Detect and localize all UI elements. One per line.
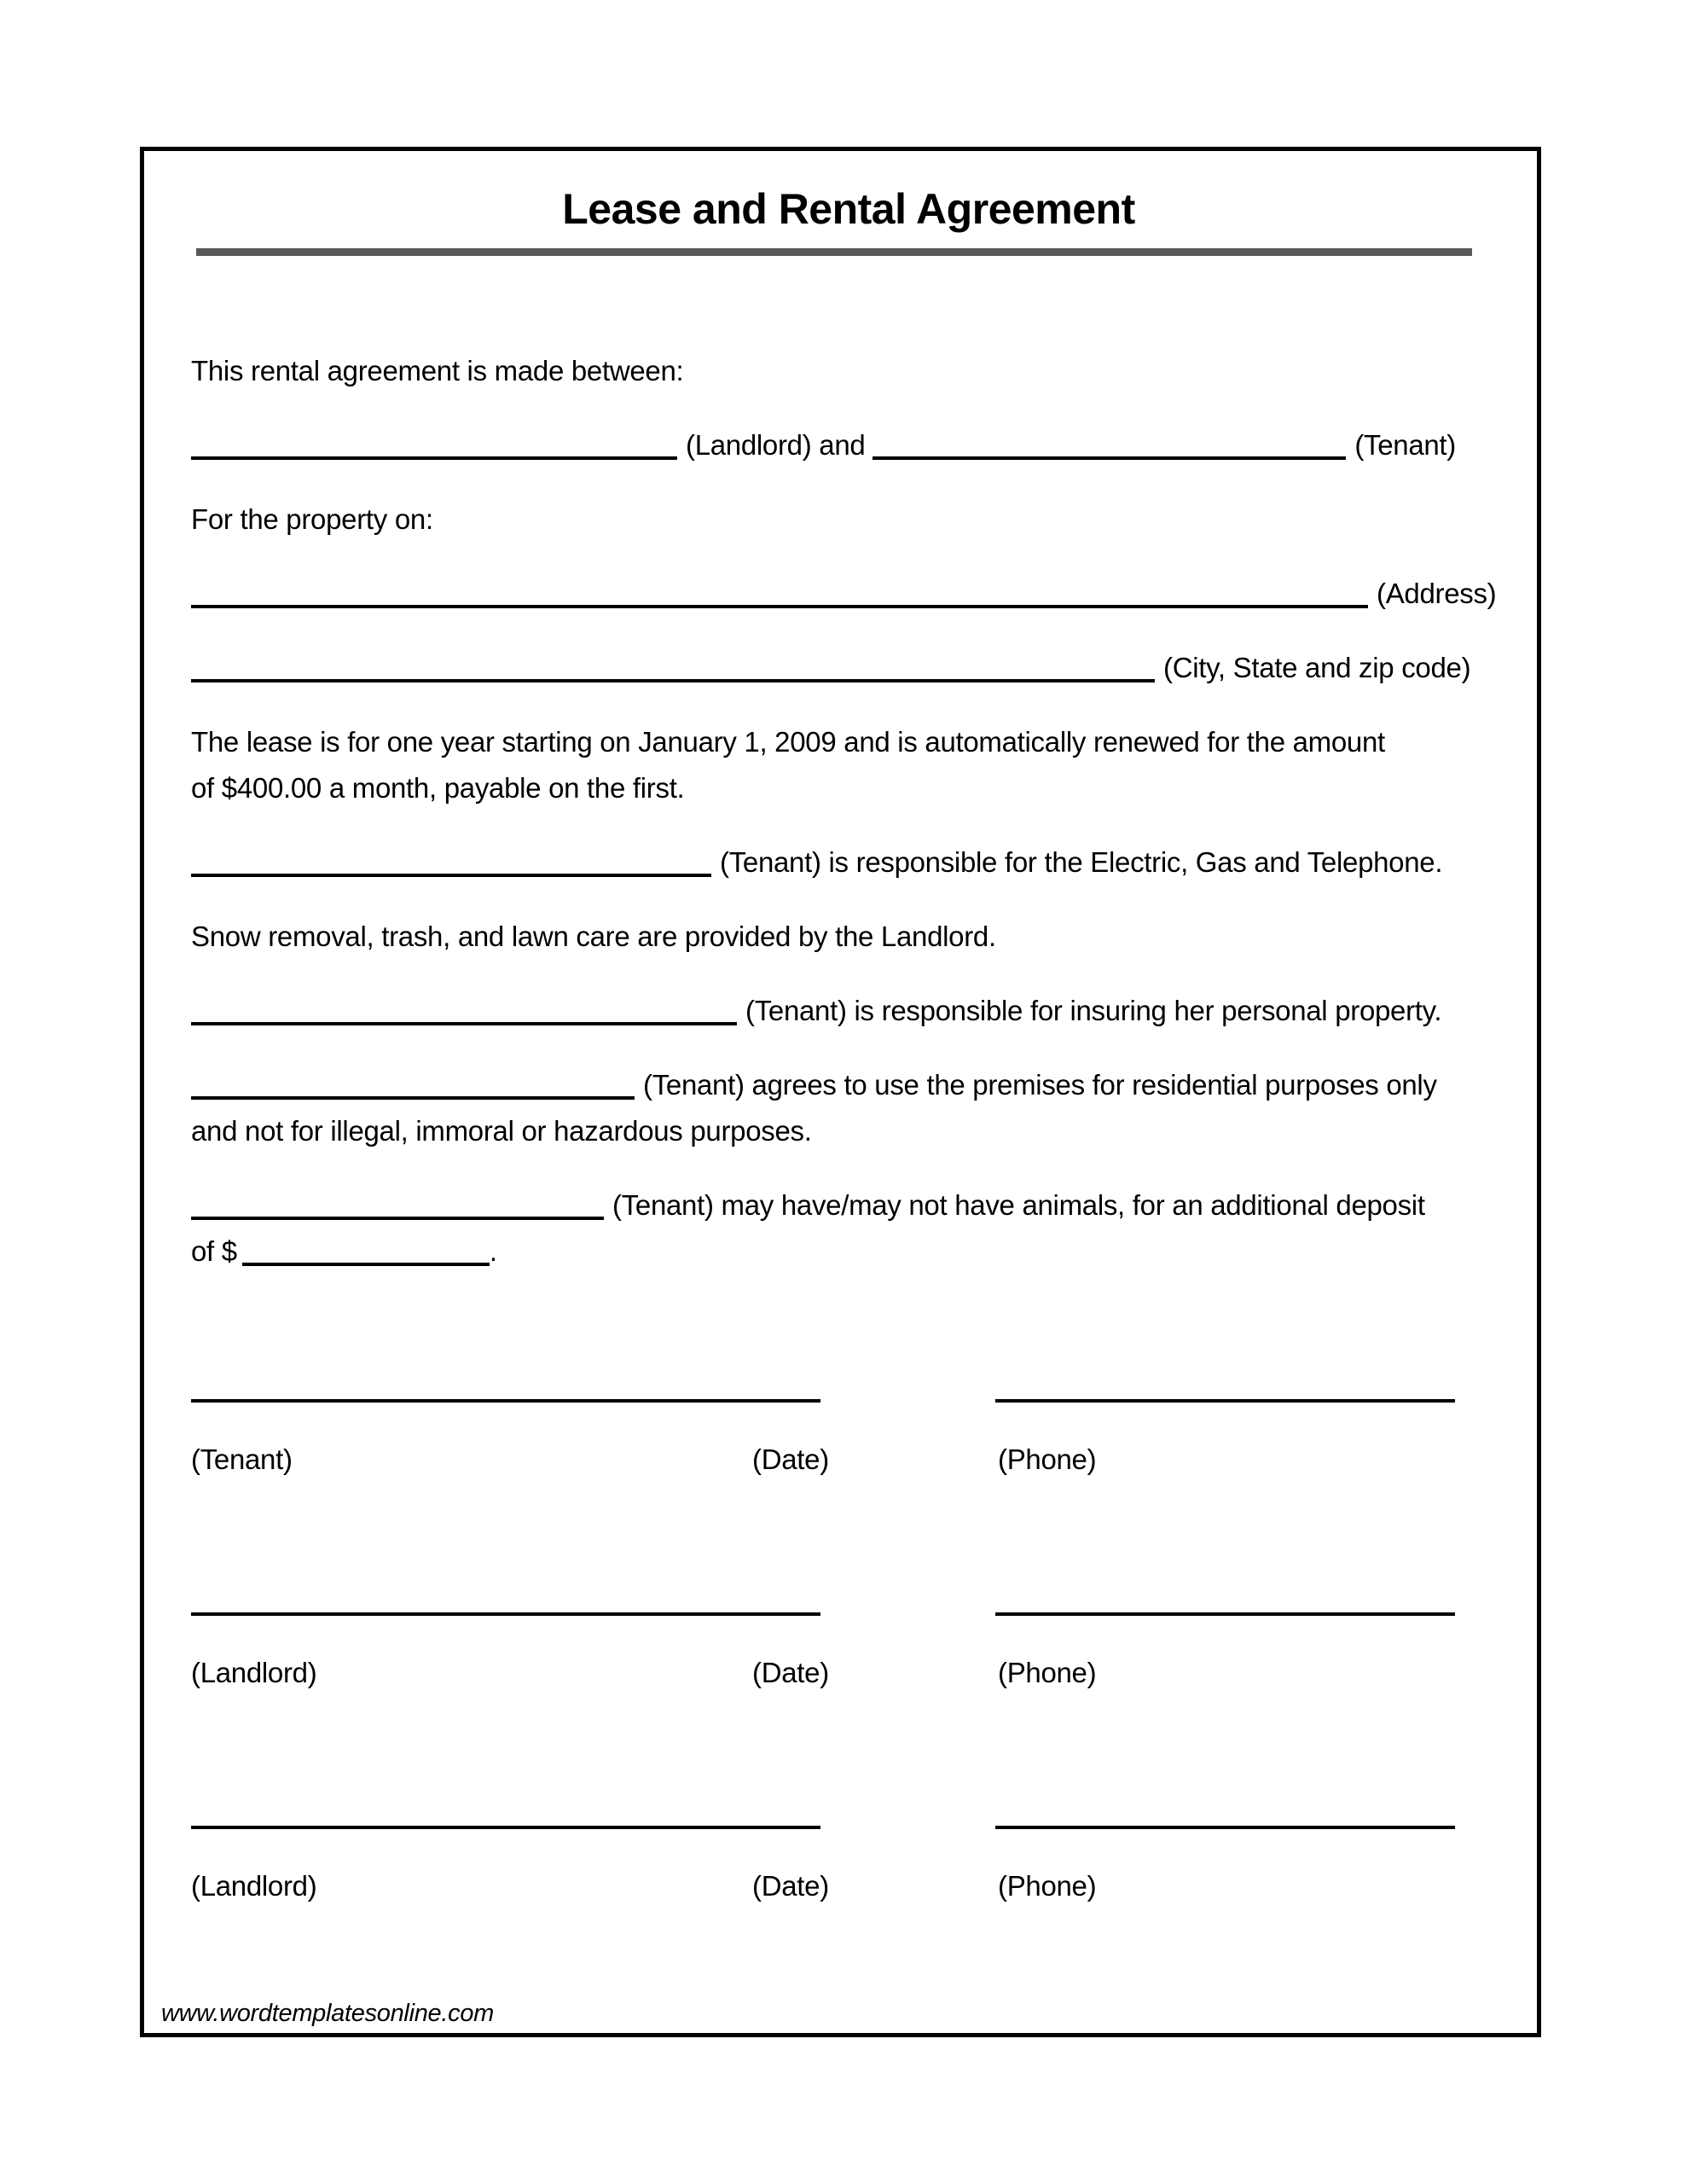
date-label: (Date) (752, 1870, 829, 1902)
landlord-phone-line[interactable] (995, 1826, 1455, 1829)
utilities-text: (Tenant) is responsible for the Electric, Gas and Telephone. (720, 846, 1443, 878)
deposit-amount-field[interactable] (242, 1263, 490, 1266)
tenant-name-field[interactable] (872, 456, 1346, 460)
landlord-label: (Landlord) and (686, 429, 866, 461)
insurance-row (191, 988, 1506, 1034)
signature-lines-row (191, 1612, 1506, 1616)
signature-labels-row (191, 1863, 1506, 1909)
premises-text-line2: and not for illegal, immoral or hazardous purposes. (191, 1115, 812, 1147)
lease-terms-paragraph (191, 719, 1506, 811)
signature-lines-row (191, 1826, 1506, 1829)
signer-label: (Landlord) (191, 1870, 317, 1902)
landlord-name-field[interactable] (191, 456, 677, 460)
document-page (140, 147, 1541, 2037)
tenant-label: (Tenant) (1354, 429, 1456, 461)
signature-group-landlord-2 (191, 1826, 1506, 1909)
deposit-period: . (489, 1235, 497, 1267)
premises-paragraph (191, 1062, 1506, 1154)
city-state-zip-field[interactable] (191, 679, 1155, 682)
city-state-zip-row (191, 645, 1506, 691)
tenant-phone-line[interactable] (995, 1399, 1455, 1403)
tenant-signature-line[interactable] (191, 1399, 820, 1403)
address-label: (Address) (1377, 578, 1497, 609)
deposit-row (191, 1228, 1506, 1275)
property-heading: For the property on: (191, 503, 433, 535)
address-row (191, 571, 1506, 617)
page-content (144, 151, 1537, 1909)
deposit-prefix: of $ (191, 1235, 237, 1267)
title-divider (196, 248, 1472, 256)
landlord-phone-line[interactable] (995, 1612, 1455, 1616)
tenant-premises-field[interactable] (191, 1096, 635, 1100)
animals-line1-row (191, 1182, 1506, 1228)
signature-group-tenant (191, 1399, 1506, 1483)
phone-label: (Phone) (998, 1657, 1097, 1688)
phone-label: (Phone) (998, 1443, 1097, 1475)
insurance-text: (Tenant) is responsible for insuring her personal property. (745, 995, 1442, 1026)
utilities-row (191, 839, 1506, 886)
lease-terms-line2: of $400.00 a month, payable on the first. (191, 772, 685, 804)
tenant-insurance-field[interactable] (191, 1022, 737, 1025)
signature-lines-row (191, 1399, 1506, 1403)
signature-labels-row (191, 1650, 1506, 1696)
parties-row (191, 422, 1506, 468)
animals-paragraph (191, 1182, 1506, 1275)
page-title: Lease and Rental Agreement (562, 185, 1135, 233)
lease-terms-line1: The lease is for one year starting on January 1, 2009 and is automatically renewed for the amount (191, 726, 1385, 758)
landlord-services-text: Snow removal, trash, and lawn care are provided by the Landlord. (191, 921, 996, 952)
signature-group-landlord-1 (191, 1612, 1506, 1696)
premises-text-line1: (Tenant) agrees to use the premises for residential purposes only (643, 1069, 1437, 1101)
signer-label: (Landlord) (191, 1657, 317, 1688)
signature-labels-row (191, 1437, 1506, 1483)
city-state-zip-label: (City, State and zip code) (1163, 652, 1471, 683)
tenant-animals-field[interactable] (191, 1217, 604, 1220)
landlord-signature-line[interactable] (191, 1612, 820, 1616)
tenant-utilities-field[interactable] (191, 874, 711, 877)
date-label: (Date) (752, 1657, 829, 1688)
signer-label: (Tenant) (191, 1443, 293, 1475)
animals-text-line1: (Tenant) may have/may not have animals, for an additional deposit (612, 1189, 1425, 1221)
date-label: (Date) (752, 1443, 829, 1475)
intro-text: This rental agreement is made between: (191, 355, 684, 386)
phone-label: (Phone) (998, 1870, 1097, 1902)
document-body (191, 348, 1506, 1909)
address-field[interactable] (191, 605, 1368, 608)
premises-line1-row (191, 1062, 1506, 1108)
landlord-signature-line[interactable] (191, 1826, 820, 1829)
footer-url: www.wordtemplatesonline.com (161, 2000, 495, 2027)
